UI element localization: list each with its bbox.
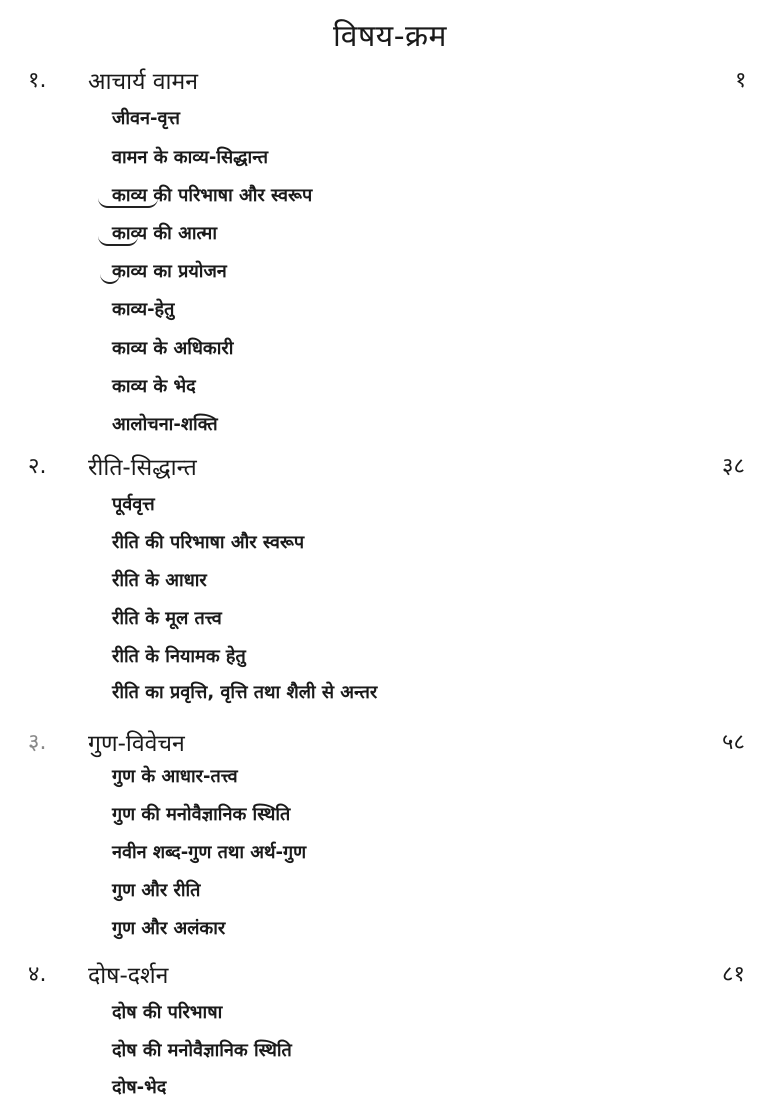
toc-item: गुण की मनोवैज्ञानिक स्थिति	[112, 804, 291, 825]
chapter-page-number: ८१	[722, 962, 745, 987]
toc-item: दोष की परिभाषा	[112, 1002, 223, 1023]
chapter-page-number: १	[735, 68, 747, 93]
toc-item: गुण और रीति	[112, 880, 201, 901]
toc-item: दोष की मनोवैज्ञानिक स्थिति	[112, 1040, 292, 1061]
chapter-4-heading	[0, 958, 780, 994]
toc-item: वामन के काव्य-सिद्धान्त	[112, 147, 269, 168]
chapter-1-heading	[0, 64, 780, 100]
toc-item: रीति की परिभाषा और स्वरूप	[112, 532, 305, 553]
toc-item: काव्य-हेतु	[112, 299, 175, 320]
pen-mark	[98, 198, 158, 208]
toc-item: रीति का प्रवृत्ति, वृत्ति तथा शैली से अन्तर	[112, 682, 378, 703]
chapter-title: दोष-दर्शन	[88, 963, 169, 989]
toc-item: काव्य के अधिकारी	[112, 338, 234, 359]
toc-item: जीवन-वृत्त	[112, 108, 180, 129]
chapter-title: आचार्य वामन	[88, 69, 198, 95]
chapter-3-heading	[0, 726, 780, 762]
toc-item: काव्य की आत्मा	[112, 223, 217, 244]
chapter-number: १.	[28, 68, 47, 93]
chapter-number: ४.	[28, 962, 47, 987]
chapter-page-number: ३८	[722, 454, 745, 479]
page-title: विषय-क्रम	[333, 19, 447, 54]
toc-item: रीति के मूल तत्त्व	[112, 608, 222, 629]
chapter-title: रीति-सिद्धान्त	[88, 455, 197, 481]
chapter-page-number: ५८	[722, 730, 745, 755]
chapter-title: गुण-विवेचन	[88, 731, 185, 757]
chapter-number: ३.	[28, 730, 47, 755]
toc-item: गुण और अलंकार	[112, 918, 226, 939]
toc-item: काव्य का प्रयोजन	[112, 261, 227, 282]
toc-item: गुण के आधार-तत्त्व	[112, 766, 238, 787]
toc-item: पूर्ववृत्त	[112, 494, 155, 515]
toc-item: नवीन शब्द-गुण तथा अर्थ-गुण	[112, 842, 307, 863]
chapter-number: २.	[28, 454, 47, 479]
toc-item: आलोचना-शक्ति	[112, 414, 218, 435]
toc-item: दोष-भेद	[112, 1077, 167, 1098]
toc-item: काव्य की परिभाषा और स्वरूप	[112, 185, 313, 206]
pen-mark	[98, 236, 138, 246]
toc-item: रीति के नियामक हेतु	[112, 646, 246, 667]
chapter-2-heading	[0, 450, 780, 486]
toc-item: रीति के आधार	[112, 570, 207, 591]
toc-item: काव्य के भेद	[112, 376, 196, 397]
